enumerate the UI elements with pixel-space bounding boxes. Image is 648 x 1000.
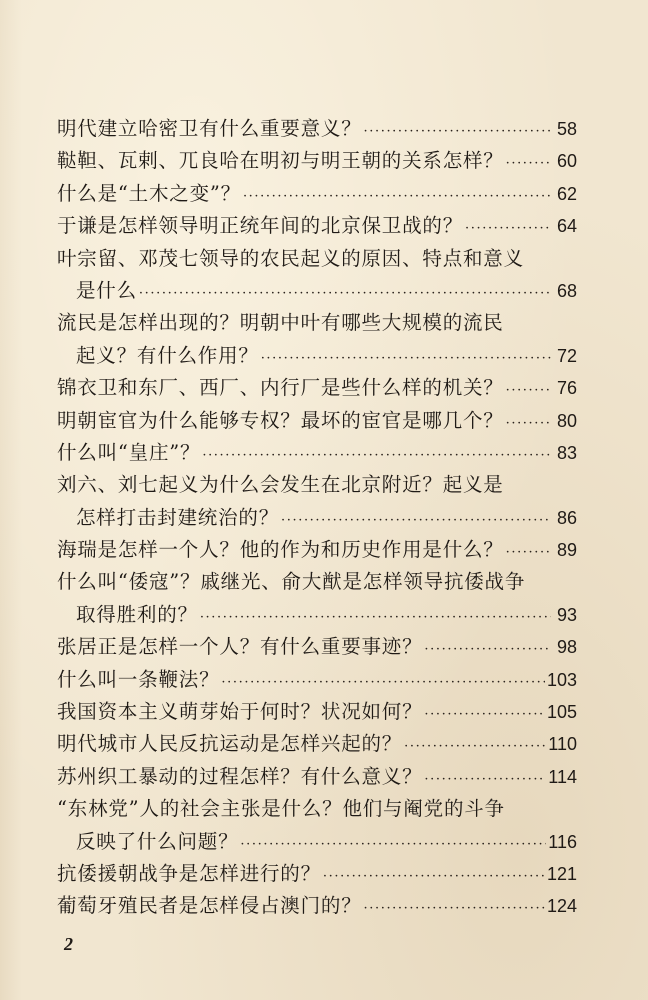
toc-leader-dots bbox=[364, 116, 551, 148]
toc-row bbox=[57, 275, 577, 310]
toc-row bbox=[57, 502, 577, 537]
toc-line bbox=[57, 502, 577, 534]
toc-entry-title: 葡萄牙殖民者是怎样侵占澳门的？ bbox=[57, 894, 362, 918]
toc-line bbox=[57, 437, 577, 469]
toc-leader-dots bbox=[240, 829, 546, 861]
toc-entry-page: 64 bbox=[556, 216, 577, 237]
toc-entry-title: 反映了什么问题？ bbox=[76, 829, 239, 853]
toc-line bbox=[57, 890, 577, 922]
toc-entry-title: 我国资本主义萌芽始于何时？状况如何？ bbox=[57, 700, 423, 724]
toc-entry-page: 68 bbox=[556, 280, 577, 301]
toc-entry-title: 什么叫“皇庄”？ bbox=[57, 440, 201, 464]
toc-entry-page: 62 bbox=[556, 183, 577, 204]
toc-leader-dots bbox=[506, 375, 551, 407]
toc-entry-title: 海瑞是怎样一个人？他的作为和历史作用是什么？ bbox=[57, 538, 504, 562]
toc-entry-page: 103 bbox=[546, 669, 577, 690]
toc-line bbox=[57, 858, 577, 890]
toc-leader-dots bbox=[281, 505, 551, 537]
toc-row bbox=[57, 890, 577, 925]
toc-leader-dots bbox=[221, 667, 545, 699]
toc-row bbox=[57, 858, 577, 893]
toc-entry-page: 89 bbox=[556, 540, 577, 561]
toc-row bbox=[57, 793, 577, 825]
toc-entry-title: 张居正是怎样一个人？有什么重要事迹？ bbox=[57, 635, 423, 659]
toc-line bbox=[57, 664, 577, 696]
table-of-contents bbox=[57, 113, 577, 923]
toc-leader-dots bbox=[200, 602, 551, 634]
toc-entry-title: 怎样打击封建统治的？ bbox=[76, 505, 280, 529]
toc-entry-title: 锦衣卫和东厂、西厂、内行厂是些什么样的机关？ bbox=[57, 376, 504, 400]
toc-entry-title: 取得胜利的？ bbox=[76, 602, 198, 626]
toc-leader-dots bbox=[202, 440, 551, 472]
toc-entry-title: 什么叫一条鞭法？ bbox=[57, 667, 220, 691]
toc-entry-page: 105 bbox=[546, 702, 577, 723]
toc-leader-dots bbox=[424, 699, 545, 731]
toc-entry-title: “东林党”人的社会主张是什么？他们与阉党的斗争 bbox=[57, 797, 505, 821]
toc-row bbox=[57, 340, 577, 375]
toc-row bbox=[57, 566, 577, 598]
toc-row bbox=[57, 372, 577, 407]
toc-entry-title: 叶宗留、邓茂七领导的农民起义的原因、特点和意义 bbox=[57, 246, 524, 270]
toc-entry-page: 83 bbox=[556, 442, 577, 463]
toc-leader-dots bbox=[424, 634, 551, 666]
toc-line bbox=[57, 340, 577, 372]
toc-entry-title: 明代建立哈密卫有什么重要意义？ bbox=[57, 117, 362, 140]
toc-entry-title: 刘六、刘七起义为什么会发生在北京附近？起义是 bbox=[57, 473, 504, 497]
toc-row bbox=[57, 696, 577, 731]
toc-entry-title: 是什么 bbox=[76, 278, 137, 302]
toc-line bbox=[57, 793, 577, 825]
toc-entry-title: 鞑靼、瓦剌、兀良哈在明初与明王朝的关系怎样？ bbox=[57, 149, 504, 173]
toc-entry-page: 121 bbox=[546, 863, 577, 884]
toc-leader-dots bbox=[506, 148, 551, 180]
toc-row bbox=[57, 405, 577, 440]
toc-entry-page: 110 bbox=[548, 734, 577, 755]
toc-line bbox=[57, 113, 577, 145]
toc-row bbox=[57, 113, 577, 148]
toc-line bbox=[57, 275, 577, 307]
toc-row bbox=[57, 307, 577, 339]
toc-leader-dots bbox=[424, 764, 546, 796]
toc-entry-title: 苏州织工暴动的过程怎样？有什么意义？ bbox=[57, 764, 423, 788]
toc-entry-title: 起义？有什么作用？ bbox=[76, 343, 259, 367]
toc-line bbox=[57, 631, 577, 663]
toc-line bbox=[57, 405, 577, 437]
toc-entry-page: 124 bbox=[546, 896, 577, 917]
toc-entry-page: 116 bbox=[548, 831, 577, 852]
toc-row bbox=[57, 664, 577, 699]
toc-line bbox=[57, 566, 577, 598]
toc-entry-title: 明代城市人民反抗运动是怎样兴起的？ bbox=[57, 732, 403, 756]
toc-entry-page: 80 bbox=[556, 410, 577, 431]
toc-entry-title: 什么是“土木之变”？ bbox=[57, 181, 241, 205]
toc-entry-page: 98 bbox=[556, 637, 577, 658]
toc-row bbox=[57, 728, 577, 763]
toc-line bbox=[57, 210, 577, 242]
toc-line bbox=[57, 761, 577, 793]
toc-leader-dots bbox=[404, 731, 546, 763]
toc-row bbox=[57, 210, 577, 245]
toc-entry-page: 60 bbox=[556, 151, 577, 172]
toc-leader-dots bbox=[506, 408, 551, 440]
toc-row bbox=[57, 437, 577, 472]
toc-line bbox=[57, 372, 577, 404]
toc-entry-page: 72 bbox=[556, 345, 577, 366]
toc-line bbox=[57, 826, 577, 858]
page-number: 2 bbox=[64, 934, 73, 954]
toc-line bbox=[57, 469, 577, 501]
toc-entry-title: 明朝宦官为什么能够专权？最坏的宦官是哪几个？ bbox=[57, 408, 504, 432]
toc-row bbox=[57, 243, 577, 275]
toc-row bbox=[57, 534, 577, 569]
toc-entry-page: 114 bbox=[548, 766, 577, 787]
toc-entry-page: 76 bbox=[556, 378, 577, 399]
toc-entry-title: 流民是怎样出现的？明朝中叶有哪些大规模的流民 bbox=[57, 311, 504, 335]
toc-leader-dots bbox=[261, 343, 551, 375]
toc-entry-title: 抗倭援朝战争是怎样进行的？ bbox=[57, 861, 321, 885]
toc-leader-dots bbox=[364, 893, 545, 925]
toc-line bbox=[57, 728, 577, 760]
toc-row bbox=[57, 178, 577, 213]
toc-row bbox=[57, 761, 577, 796]
toc-line bbox=[57, 599, 577, 631]
toc-entry-page: 93 bbox=[556, 604, 577, 625]
toc-leader-dots bbox=[243, 181, 551, 213]
toc-line bbox=[57, 178, 577, 210]
toc-row bbox=[57, 826, 577, 861]
toc-entry-page: 58 bbox=[556, 119, 577, 139]
toc-entry-title: 什么叫“倭寇”？戚继光、俞大猷是怎样领导抗倭战争 bbox=[57, 570, 526, 594]
toc-leader-dots bbox=[465, 213, 551, 245]
toc-line bbox=[57, 243, 577, 275]
toc-row bbox=[57, 599, 577, 634]
toc-row bbox=[57, 469, 577, 501]
toc-leader-dots bbox=[506, 537, 551, 569]
toc-line bbox=[57, 696, 577, 728]
toc-line bbox=[57, 145, 577, 177]
toc-line bbox=[57, 307, 577, 339]
toc-row bbox=[57, 631, 577, 666]
toc-leader-dots bbox=[139, 278, 551, 310]
toc-leader-dots bbox=[323, 861, 545, 893]
toc-row bbox=[57, 145, 577, 180]
toc-entry-page: 86 bbox=[556, 507, 577, 528]
toc-line bbox=[57, 534, 577, 566]
toc-entry-title: 于谦是怎样领导明正统年间的北京保卫战的？ bbox=[57, 214, 464, 238]
